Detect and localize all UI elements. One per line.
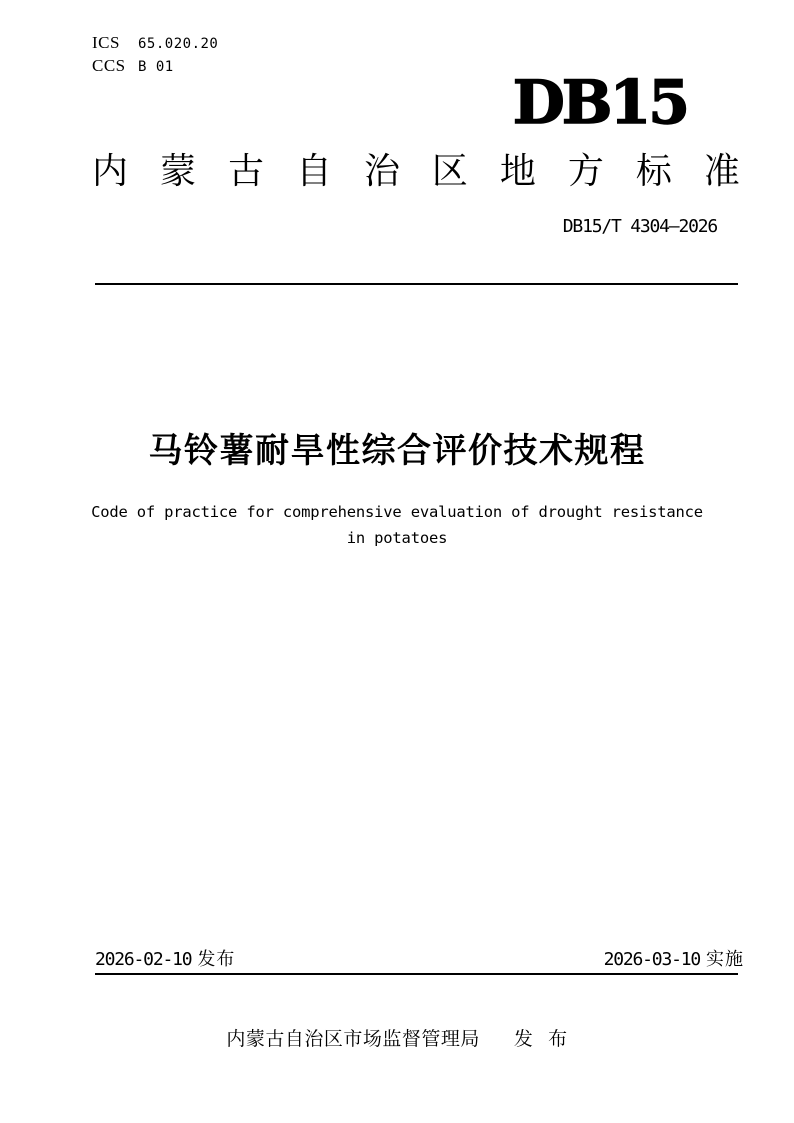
standard-heading-char: 方 — [567, 150, 604, 191]
header-rule — [95, 283, 738, 285]
standard-heading-char: 区 — [431, 150, 468, 191]
ccs-value: B 01 — [138, 59, 174, 75]
document-title-en — [0, 499, 794, 551]
standard-heading-char: 准 — [703, 150, 740, 191]
publisher-row — [0, 1024, 794, 1051]
ics-label: ICS — [92, 33, 120, 52]
issue-date-label: 发布 — [197, 949, 236, 969]
footer-rule — [95, 973, 738, 975]
title-en-line1: Code of practice for comprehensive evaluation of drought resistance — [91, 503, 703, 521]
standard-heading-char: 自 — [295, 150, 332, 191]
standard-heading-char: 内 — [92, 150, 129, 191]
publisher-name: 内蒙古自治区市场监督管理局 — [226, 1029, 480, 1050]
issue-date-item — [95, 945, 235, 971]
standard-heading-char: 蒙 — [159, 150, 196, 191]
standard-heading-char: 古 — [227, 150, 264, 191]
ics-row — [92, 33, 218, 56]
implementation-date-label: 实施 — [706, 949, 744, 969]
standard-heading-char: 治 — [363, 150, 400, 191]
issue-date-value: 2026-02-10 — [95, 949, 192, 970]
standard-heading-char: 地 — [499, 150, 536, 191]
ics-value: 65.020.20 — [138, 36, 219, 52]
db15-logo: DB15 — [512, 68, 687, 138]
implementation-date-value: 2026-03-10 — [603, 949, 700, 970]
ics-ccs-block — [92, 33, 218, 79]
footer-dates — [95, 945, 744, 971]
document-title-zh: 马铃薯耐旱性综合评价技术规程 — [148, 432, 646, 470]
ccs-label: CCS — [92, 56, 126, 75]
implementation-date-item — [604, 945, 744, 971]
standard-heading — [92, 150, 740, 192]
title-en-line2: in potatoes — [346, 529, 448, 547]
publish-action-label: 发 布 — [513, 1029, 568, 1050]
ccs-row — [92, 56, 218, 79]
standard-number: DB15/T 4304—2026 — [562, 216, 717, 237]
standard-heading-char: 标 — [635, 150, 672, 191]
